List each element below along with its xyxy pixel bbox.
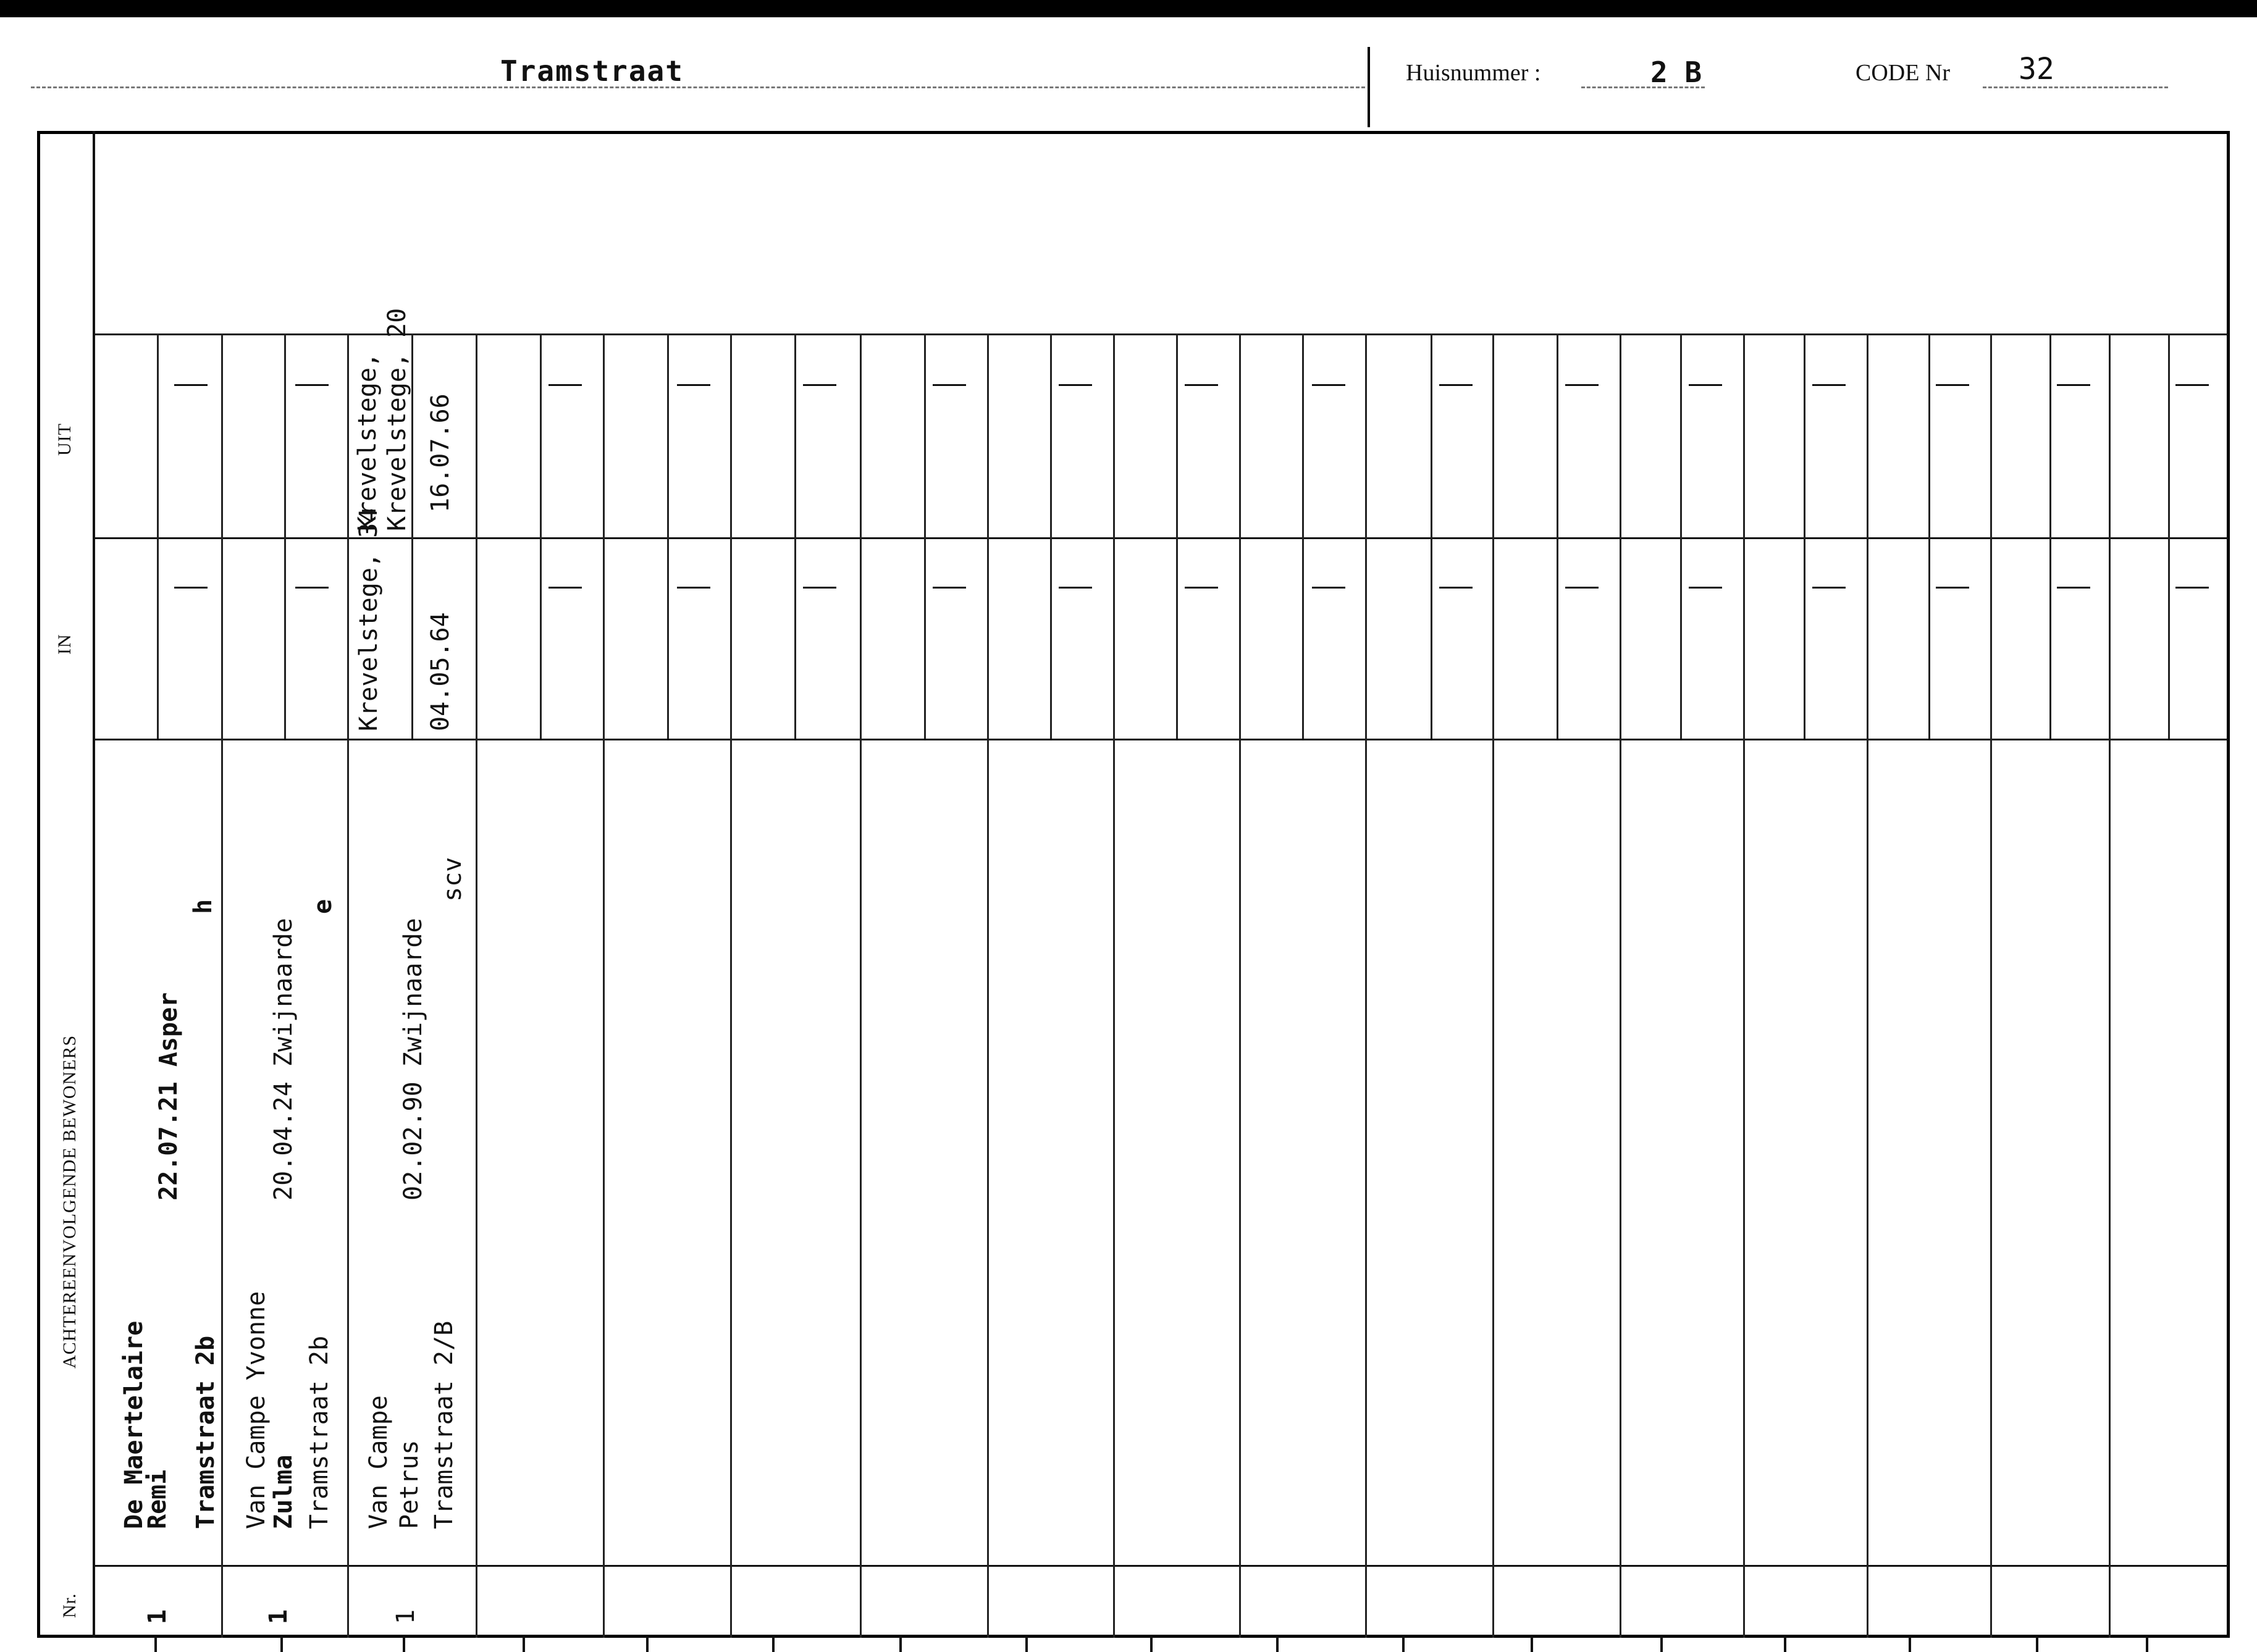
sub-column-divider: [1431, 333, 1432, 739]
empty-dash: [1689, 384, 1722, 386]
sub-column-divider: [2049, 333, 2051, 739]
column-divider: [860, 333, 862, 1638]
entry-3-in-place: Krevelstege, 34: [355, 508, 383, 731]
sub-column-divider: [1176, 333, 1178, 739]
entry-2-nr: 1: [264, 1609, 293, 1624]
empty-dash: [548, 587, 582, 589]
empty-dash: [1689, 587, 1722, 589]
column-divider: [221, 333, 223, 1638]
tick-mark: [1402, 1637, 1405, 1652]
empty-dash: [1812, 587, 1846, 589]
entry-3-out-place-2: Krevelstege, 20: [383, 308, 411, 531]
tick-mark: [2146, 1637, 2148, 1652]
header-divider: [1368, 47, 1370, 127]
entry-1-nr: 1: [143, 1609, 172, 1624]
column-divider: [1492, 333, 1494, 1638]
sub-column-divider: [1804, 333, 1805, 739]
entry-2-surname: Van Campe Yvonne: [242, 1291, 271, 1529]
code-value: 32: [2019, 52, 2054, 86]
entry-1-first-name: Remi: [143, 1469, 172, 1529]
sub-column-divider: [284, 333, 286, 739]
section-label-nr: Nr.: [59, 1593, 80, 1618]
sub-column-divider: [1680, 333, 1682, 739]
tick-mark: [523, 1637, 525, 1652]
sub-column-divider: [1928, 333, 1930, 739]
code-dotted-line: [1983, 86, 2168, 88]
column-divider: [1867, 333, 1868, 1638]
sub-column-divider: [1050, 333, 1052, 739]
sub-column-divider: [2168, 333, 2170, 739]
empty-dash: [1185, 587, 1218, 589]
column-divider: [1620, 333, 1621, 1638]
entry-3-birth: 02.02.90 Zwijnaarde: [399, 918, 427, 1201]
entry-3-address: Tramstraat 2/B: [430, 1320, 458, 1529]
street-dotted-line: [31, 86, 1365, 88]
tick-mark: [403, 1637, 405, 1652]
label-column-divider: [93, 131, 95, 1638]
sub-column-divider: [411, 333, 413, 739]
entry-1-address: Tramstraat 2b: [191, 1335, 220, 1529]
column-divider: [1990, 333, 1992, 1638]
column-divider: [1365, 333, 1367, 1638]
empty-dash: [548, 384, 582, 386]
column-divider: [1743, 333, 1745, 1638]
section-label-uit: UIT: [54, 423, 75, 456]
tick-mark: [1276, 1637, 1279, 1652]
empty-dash: [1439, 587, 1473, 589]
empty-dash: [1936, 384, 1969, 386]
tick-mark: [1531, 1637, 1533, 1652]
column-divider: [1239, 333, 1241, 1638]
column-divider: [347, 333, 349, 1638]
sub-column-divider: [667, 333, 669, 739]
column-divider: [730, 333, 732, 1638]
tick-mark: [2036, 1637, 2038, 1652]
empty-dash: [677, 384, 710, 386]
top-black-border: [0, 0, 2257, 17]
empty-dash: [1439, 384, 1473, 386]
empty-dash: [803, 587, 836, 589]
empty-dash: [174, 384, 208, 386]
empty-dash: [2057, 587, 2090, 589]
tick-mark: [646, 1637, 649, 1652]
row-divider-nr-top: [93, 1565, 2229, 1567]
tick-mark: [1025, 1637, 1028, 1652]
tick-mark: [1150, 1637, 1153, 1652]
tick-mark: [772, 1637, 775, 1652]
entry-3-out-place-1: Krevelstege,: [353, 353, 382, 531]
tick-mark: [154, 1637, 157, 1652]
empty-dash: [1185, 384, 1218, 386]
empty-dash: [677, 587, 710, 589]
sub-column-divider: [157, 333, 159, 739]
entry-1-surname: De Maertelaire: [120, 1320, 148, 1529]
column-divider: [603, 333, 605, 1638]
empty-dash: [1312, 587, 1345, 589]
sub-column-divider: [540, 333, 542, 739]
entry-3-out-date: 16.07.66: [426, 393, 455, 513]
section-label-residents: ACHTEREENVOLGENDE BEWONERS: [59, 1034, 80, 1369]
empty-dash: [1059, 587, 1092, 589]
entry-2-extra: e: [309, 899, 337, 914]
entry-2-birth: 20.04.24 Zwijnaarde: [269, 918, 298, 1201]
entry-3-nr: 1: [392, 1609, 420, 1624]
entry-3-surname: Van Campe: [364, 1395, 393, 1529]
empty-dash: [2175, 587, 2209, 589]
empty-dash: [2057, 384, 2090, 386]
empty-dash: [1812, 384, 1846, 386]
house-number-value: 2 B: [1650, 56, 1702, 89]
empty-dash: [174, 587, 208, 589]
tick-mark: [1784, 1637, 1786, 1652]
sub-column-divider: [794, 333, 796, 739]
tick-mark: [899, 1637, 902, 1652]
street-name: Tramstraat: [500, 54, 684, 88]
empty-dash: [1565, 587, 1599, 589]
empty-dash: [2175, 384, 2209, 386]
sub-column-divider: [924, 333, 926, 739]
empty-dash: [1059, 384, 1092, 386]
empty-dash: [933, 384, 966, 386]
code-label: CODE Nr: [1856, 60, 1951, 86]
empty-dash: [1312, 384, 1345, 386]
section-label-in: IN: [54, 634, 75, 655]
empty-dash: [295, 384, 329, 386]
tick-mark: [1660, 1637, 1663, 1652]
house-number-label: Huisnummer :: [1406, 60, 1541, 86]
entry-3-first-name: Petrus: [395, 1440, 424, 1529]
sub-column-divider: [1302, 333, 1304, 739]
entry-3-in-date: 04.05.64: [426, 612, 455, 731]
column-divider: [2109, 333, 2111, 1638]
row-divider-residents-top: [93, 739, 2229, 740]
column-divider: [1113, 333, 1115, 1638]
tick-mark: [280, 1637, 283, 1652]
entry-3-extra: scv: [439, 857, 467, 902]
tick-mark: [1909, 1637, 1911, 1652]
entry-1-birth: 22.07.21 Asper: [154, 992, 183, 1201]
entry-2-first-name: Zulma: [269, 1454, 298, 1529]
sub-column-divider: [1557, 333, 1558, 739]
entry-2-address: Tramstraat 2b: [305, 1335, 334, 1529]
column-divider: [476, 333, 477, 1638]
empty-dash: [1936, 587, 1969, 589]
empty-dash: [1565, 384, 1599, 386]
column-divider: [987, 333, 989, 1638]
empty-dash: [803, 384, 836, 386]
empty-dash: [295, 587, 329, 589]
entry-1-extra: h: [189, 899, 217, 914]
empty-dash: [933, 587, 966, 589]
